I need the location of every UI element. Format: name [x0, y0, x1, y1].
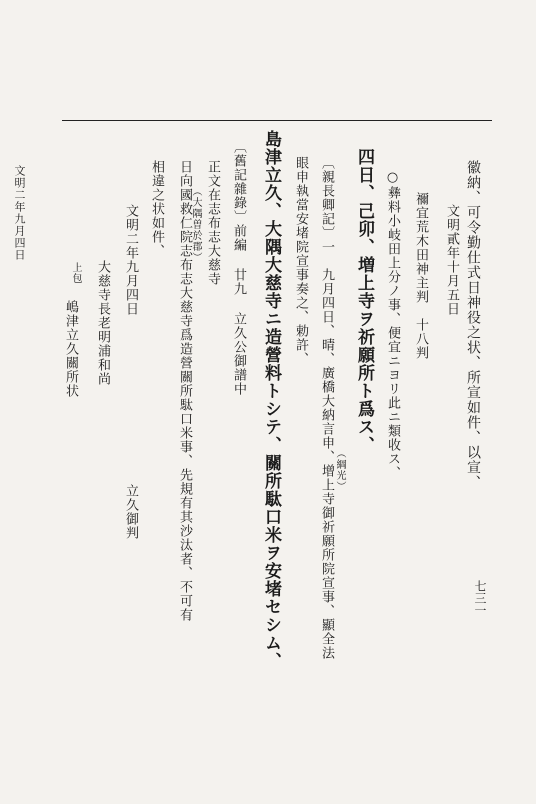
- text-column-4: ○彝料小岐田上分ノ事、便宜ニヨリ此ニ類收ス、: [385, 170, 400, 480]
- text-column-7: 眼申執當安堵院宣事奏之、勅許、: [293, 156, 308, 366]
- text-column-11: 日向國救仁院志布志大慈寺爲造營關所駄口米事、先規有其沙汰者、不可有: [177, 160, 192, 622]
- header-rule: [62, 120, 492, 121]
- addressee: 大慈寺長老明浦和尚: [95, 260, 110, 386]
- text-column-9: 〔舊記雜錄〕前編 廿九 立久公御譜中: [231, 140, 246, 396]
- label-uwazutsumi: 上包: [70, 262, 81, 284]
- text-column-17: 嶋津立久關所状: [63, 300, 78, 398]
- text-column-6: 〔親長卿記〕一 九月四日、晴、廣橋大納言申、增上寺御祈願所院宣事、顯全法: [319, 156, 334, 660]
- page-number: 七三一: [473, 580, 487, 616]
- annotation-osumi: （大隅曽於郡）: [190, 186, 201, 263]
- annotation-tsunamitsu: （綱光）: [334, 448, 345, 492]
- text-column-1: 徽納、可令勤仕式日神役之状、所宣如件、以宣、: [465, 160, 481, 490]
- heading-entry-1: 四日、己卯、増上寺ヲ祈願所ト爲ス、: [354, 148, 374, 454]
- signature-tatsuhisa: 立久御判: [123, 484, 138, 540]
- text-column-2: 文明貳年十月五日: [444, 204, 459, 316]
- text-column-3: 禰宜荒木田神主判 十八判: [413, 192, 428, 360]
- text-column-12: 相違之状如件、: [149, 160, 164, 258]
- text-column-10: 正文在志布志大慈寺: [205, 160, 220, 286]
- text-column-13: 文明二年九月四日: [123, 204, 138, 316]
- running-header-date: 文明二年九月四日: [13, 165, 26, 261]
- heading-entry-2: 島津立久、大隅大慈寺ニ造營料トシテ、關所駄口米ヲ安堵セシム、: [261, 130, 281, 670]
